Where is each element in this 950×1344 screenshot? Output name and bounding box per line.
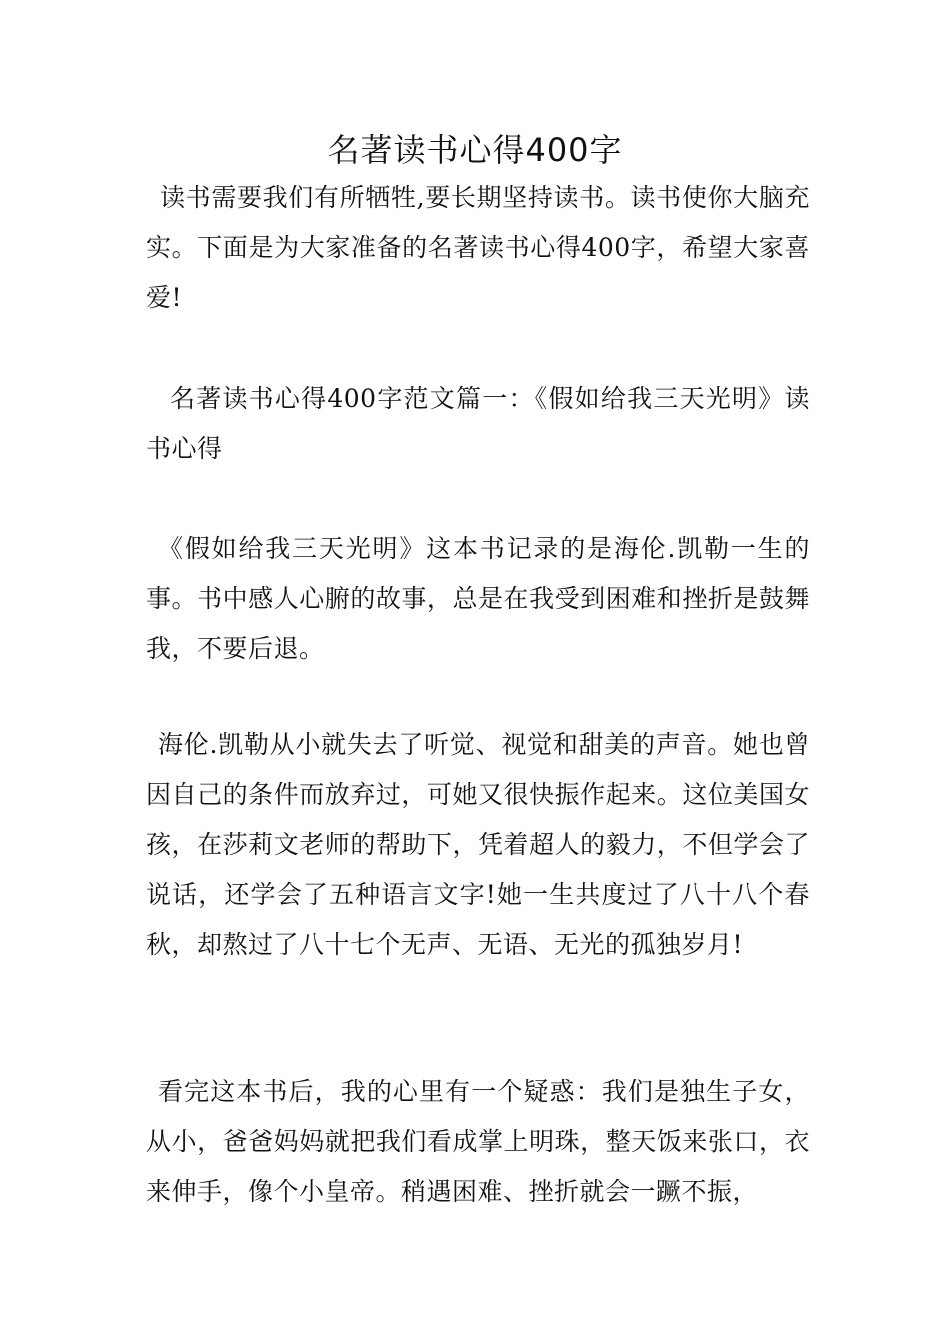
- body-paragraph: 看完这本书后，我的心里有一个疑惑：我们是独生子女，从小，爸爸妈妈就把我们看成掌上明珠，整天饭来张口，衣来伸手，像个小皇帝。稍遇困难、挫折就会一蹶不振，: [146, 1077, 810, 1206]
- body-paragraph: 《假如给我三天光明》这本书记录的是海伦.凯勒一生的事。书中感人心腑的故事，总是在我受到困难和挫折是鼓舞我，不要后退。: [146, 534, 810, 663]
- document-title: 名著读书心得400字: [327, 131, 623, 169]
- intro-paragraph: 读书需要我们有所牺牲,要长期坚持读书。读书使你大脑充实。下面是为大家准备的名著读书心得400字，希望大家喜爱!: [146, 183, 810, 312]
- body-paragraph: 海伦.凯勒从小就失去了听觉、视觉和甜美的声音。她也曾因自己的条件而放弃过，可她又很快振作起来。这位美国女孩，在莎莉文老师的帮助下，凭着超人的毅力，不但学会了说话，还学会了五种语言文字!她一生共度过了八十八个春秋，却熬过了八十七个无声、无语、无光的孤独岁月!: [146, 730, 810, 959]
- section-heading: 名著读书心得400字范文篇一：《假如给我三天光明》读书心得: [146, 384, 810, 463]
